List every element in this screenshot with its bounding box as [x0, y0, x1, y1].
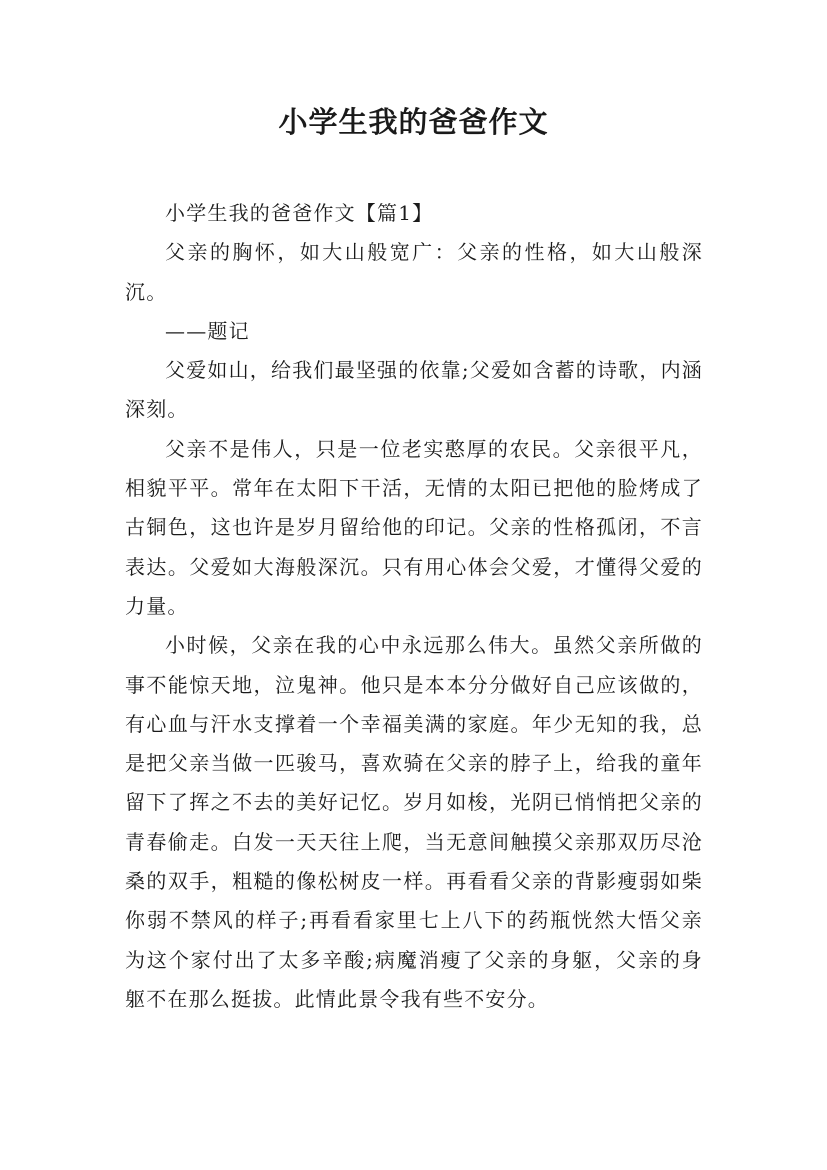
paragraph: 父爱如山，给我们最坚强的依靠;父爱如含蓄的诗歌，内涵深刻。 — [125, 358, 703, 422]
paragraph-heading: 小学生我的爸爸作文【篇1】 — [165, 201, 434, 225]
paragraph: 父亲不是伟人，只是一位老实憨厚的农民。父亲很平凡，相貌平平。常年在太阳下干活，无情的太阳已把他的脸烤成了古铜色，这也许是岁月留给他的印记。父亲的性格孤闭，不言表达。父爱如大海般深沉。只有用心体会父爱，才懂得父爱的力量。 — [125, 436, 703, 618]
paragraph: 父亲的胸怀，如大山般宽广：父亲的性格，如大山般深沉。 — [125, 240, 703, 304]
paragraph: 小时候，父亲在我的心中永远那么伟大。虽然父亲所做的事不能惊天地，泣鬼神。他只是本本分分做好自己应该做的，有心血与汗水支撑着一个幸福美满的家庭。年少无知的我，总是把父亲当做一匹骏马，喜欢骑在父亲的脖子上，给我的童年留下了挥之不去的美好记忆。岁月如梭，光阴已悄悄把父亲的青春偷走。白发一天天往上爬，当无意间触摸父亲那双历尽沧桑的双手，粗糙的像松树皮一样。再看看父亲的背影瘦弱如柴你弱不禁风的样子;再看看家里七上八下的药瓶恍然大悟父亲为这个家付出了太多辛酸;病魔消瘦了父亲的身躯，父亲的身躯不在那么挺拔。此情此景令我有些不安分。 — [125, 633, 703, 1011]
document-body — [125, 194, 703, 1019]
document-title: 小学生我的爸爸作文 — [278, 105, 549, 139]
paragraph-epigraph-note: ——题记 — [165, 318, 250, 343]
